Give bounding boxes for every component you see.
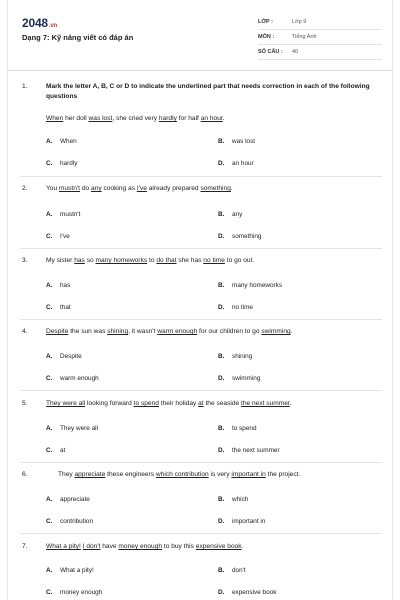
question-divider xyxy=(20,533,382,534)
sentence-text: They xyxy=(58,471,75,478)
option-text: swimming xyxy=(232,375,261,382)
option-text: hardly xyxy=(60,160,78,167)
underlined-part: which contribution xyxy=(155,471,209,478)
sentence-text: she has xyxy=(176,257,204,264)
logo-main: 2048 xyxy=(22,16,48,30)
answer-option-a[interactable] xyxy=(46,496,90,503)
underlined-part: money enough xyxy=(118,543,163,550)
option-label: C. xyxy=(46,233,53,240)
answer-option-b[interactable] xyxy=(218,567,246,574)
option-label: A. xyxy=(46,496,53,503)
option-label: D. xyxy=(218,233,225,240)
underlined-part: swimming xyxy=(261,328,291,335)
answer-option-b[interactable] xyxy=(218,496,248,503)
underlined-part: warm enough xyxy=(157,328,198,335)
answer-option-d[interactable] xyxy=(218,589,276,596)
sentence-text: these engineers xyxy=(105,471,156,478)
option-label: C. xyxy=(46,589,53,596)
option-text: the next summer xyxy=(232,447,280,454)
underlined-part: shining xyxy=(107,328,129,335)
answer-option-c[interactable] xyxy=(46,233,70,240)
sentence-text: the sun was xyxy=(68,328,108,335)
answer-option-c[interactable] xyxy=(46,375,99,382)
answer-option-b[interactable] xyxy=(218,211,242,218)
option-text: When xyxy=(60,138,77,145)
option-label: C. xyxy=(46,518,53,525)
sentence-text: do xyxy=(80,185,92,192)
answer-option-c[interactable] xyxy=(46,447,65,454)
meta-value: 40 xyxy=(292,49,299,55)
option-text: expensive book xyxy=(232,589,277,596)
option-text: don't xyxy=(232,567,246,574)
sentence-text: You xyxy=(46,185,59,192)
option-text: contribution xyxy=(60,518,94,525)
underlined-part: has xyxy=(74,257,85,264)
underlined-part: hardly xyxy=(158,115,177,122)
sentence-text: have xyxy=(100,543,119,550)
sentence-text: for our children to go xyxy=(197,328,262,335)
answer-option-b[interactable] xyxy=(218,425,257,432)
sentence-text: already prepared xyxy=(146,185,201,192)
logo-suffix: .vn xyxy=(48,23,57,29)
underlined-part: something xyxy=(200,185,231,192)
option-text: What a pity! xyxy=(60,567,94,574)
question-number: 4. xyxy=(22,328,28,335)
option-text: that xyxy=(60,304,71,311)
answer-option-c[interactable] xyxy=(46,589,102,596)
underlined-part: What a pity! xyxy=(46,543,81,550)
answer-option-d[interactable] xyxy=(218,160,254,167)
meta-row-subject xyxy=(258,30,382,45)
answer-option-b[interactable] xyxy=(218,282,282,289)
meta-value: Tiếng Anh xyxy=(292,34,317,40)
option-label: B. xyxy=(218,211,225,218)
option-label: D. xyxy=(218,589,225,596)
sentence-text: their holiday xyxy=(158,400,199,407)
answer-option-c[interactable] xyxy=(46,518,93,525)
question-number: 6. xyxy=(22,471,28,478)
question-number: 3. xyxy=(22,257,28,264)
option-label: A. xyxy=(46,567,53,574)
sentence-text: the seaside xyxy=(203,400,242,407)
underlined-part: was lost xyxy=(88,115,113,122)
underlined-part: important in xyxy=(231,471,266,478)
option-label: B. xyxy=(218,567,225,574)
underlined-part: I don't xyxy=(82,543,101,550)
option-text: I've xyxy=(60,233,70,240)
sentence-text: to buy this xyxy=(162,543,196,550)
option-text: many homeworks xyxy=(232,282,283,289)
option-label: A. xyxy=(46,353,53,360)
question-sentence xyxy=(46,256,382,266)
answer-option-a[interactable] xyxy=(46,425,98,432)
site-logo[interactable] xyxy=(22,16,57,30)
option-text: mustn't xyxy=(60,211,81,218)
underlined-part: They were all xyxy=(46,400,86,407)
underlined-part: at xyxy=(198,400,204,407)
question-divider xyxy=(20,390,382,391)
question-sentence xyxy=(58,470,394,480)
question-divider xyxy=(20,176,382,177)
underlined-part: many homeworks xyxy=(95,257,148,264)
option-text: something xyxy=(232,233,262,240)
sentence-text: . xyxy=(230,185,233,192)
question-divider xyxy=(20,462,382,463)
answer-option-c[interactable] xyxy=(46,304,71,311)
question-sentence xyxy=(46,114,382,124)
option-label: C. xyxy=(46,304,53,311)
sentence-text: . xyxy=(222,115,225,122)
option-label: A. xyxy=(46,282,53,289)
option-text: money enough xyxy=(60,589,103,596)
question-sentence xyxy=(46,399,382,409)
option-text: at xyxy=(60,447,66,454)
option-label: B. xyxy=(218,496,225,503)
underlined-part: to spend xyxy=(133,400,159,407)
underlined-part: the next summer xyxy=(241,400,290,407)
meta-table xyxy=(258,15,382,60)
sentence-text: so xyxy=(84,257,96,264)
document-subtitle: Dạng 7: Kỹ năng viết có đáp án xyxy=(22,33,134,42)
option-label: A. xyxy=(46,425,53,432)
sentence-text: . xyxy=(290,328,293,335)
question-sentence xyxy=(46,542,382,552)
underlined-part: expensive book xyxy=(195,543,242,550)
underlined-part: any xyxy=(91,185,102,192)
answer-option-b[interactable] xyxy=(218,138,255,145)
option-text: to spend xyxy=(232,425,257,432)
option-label: C. xyxy=(46,447,53,454)
option-text: an hour xyxy=(232,160,254,167)
option-label: B. xyxy=(218,138,225,145)
question-divider xyxy=(20,319,382,320)
question-sentence xyxy=(46,184,382,194)
underlined-part: do that xyxy=(156,257,177,264)
sentence-text: . xyxy=(289,400,292,407)
answer-option-a[interactable] xyxy=(46,282,70,289)
question-divider xyxy=(20,248,382,249)
sentence-text: , it wasn't xyxy=(128,328,158,335)
answer-option-a[interactable] xyxy=(46,211,80,218)
document-header xyxy=(8,0,392,71)
sentence-text: to xyxy=(147,257,157,264)
option-label: B. xyxy=(218,282,225,289)
option-label: D. xyxy=(218,447,225,454)
answer-option-d[interactable] xyxy=(218,233,262,240)
sentence-text: is very xyxy=(208,471,232,478)
question-instruction: Mark the letter A, B, C or D to indicate the underlined part that needs correction in each of the following questions xyxy=(46,83,370,100)
option-label: D. xyxy=(218,375,225,382)
sentence-text: , she cried very xyxy=(112,115,159,122)
option-text: appreciate xyxy=(60,496,90,503)
meta-row-class xyxy=(258,15,382,30)
answer-option-a[interactable] xyxy=(46,138,77,145)
meta-key: LỚP : xyxy=(258,19,273,25)
answer-option-d[interactable] xyxy=(218,304,253,311)
option-label: D. xyxy=(218,518,225,525)
document-page xyxy=(7,0,393,600)
meta-key: MÔN : xyxy=(258,34,275,40)
answer-option-b[interactable] xyxy=(218,353,252,360)
question-number: 7. xyxy=(22,543,28,550)
option-label: D. xyxy=(218,304,225,311)
answer-option-a[interactable] xyxy=(46,353,82,360)
option-label: D. xyxy=(218,160,225,167)
underlined-part: no time xyxy=(203,257,225,264)
sentence-text: My sister xyxy=(46,257,75,264)
option-text: Despite xyxy=(60,353,82,360)
option-label: A. xyxy=(46,211,53,218)
sentence-text: to go out. xyxy=(224,257,255,264)
option-text: shining xyxy=(232,353,253,360)
option-label: B. xyxy=(218,353,225,360)
option-text: They were all xyxy=(60,425,99,432)
option-label: B. xyxy=(218,425,225,432)
option-text: has xyxy=(60,282,71,289)
underlined-part: mustn't xyxy=(58,185,81,192)
underlined-part: When xyxy=(46,115,64,122)
sentence-text: the project. xyxy=(265,471,301,478)
sentence-text: . xyxy=(241,543,244,550)
answer-option-d[interactable] xyxy=(218,375,260,382)
question-number: 5. xyxy=(22,400,28,407)
answer-option-a[interactable] xyxy=(46,567,94,574)
meta-row-count xyxy=(258,45,382,60)
answer-option-d[interactable] xyxy=(218,447,280,454)
underlined-part: appreciate xyxy=(74,471,106,478)
sentence-text: for half xyxy=(176,115,201,122)
meta-key: SỐ CÂU : xyxy=(258,49,283,55)
option-text: any xyxy=(232,211,243,218)
option-text: which xyxy=(232,496,249,503)
option-label: C. xyxy=(46,375,53,382)
option-text: was lost xyxy=(232,138,256,145)
underlined-part: Despite xyxy=(46,328,69,335)
question-number: 1. xyxy=(22,83,28,90)
option-label: C. xyxy=(46,160,53,167)
sentence-text: her doll xyxy=(63,115,89,122)
meta-value: Lớp 9 xyxy=(292,19,307,25)
option-text: important in xyxy=(232,518,266,525)
sentence-text: cooking as xyxy=(101,185,137,192)
underlined-part: an hour xyxy=(200,115,223,122)
option-label: A. xyxy=(46,138,53,145)
option-text: warm enough xyxy=(60,375,99,382)
underlined-part: I've xyxy=(136,185,147,192)
answer-option-c[interactable] xyxy=(46,160,77,167)
question-sentence xyxy=(46,327,382,337)
option-text: no time xyxy=(232,304,253,311)
question-number: 2. xyxy=(22,185,28,192)
sentence-text: looking forward xyxy=(85,400,134,407)
answer-option-d[interactable] xyxy=(218,518,265,525)
